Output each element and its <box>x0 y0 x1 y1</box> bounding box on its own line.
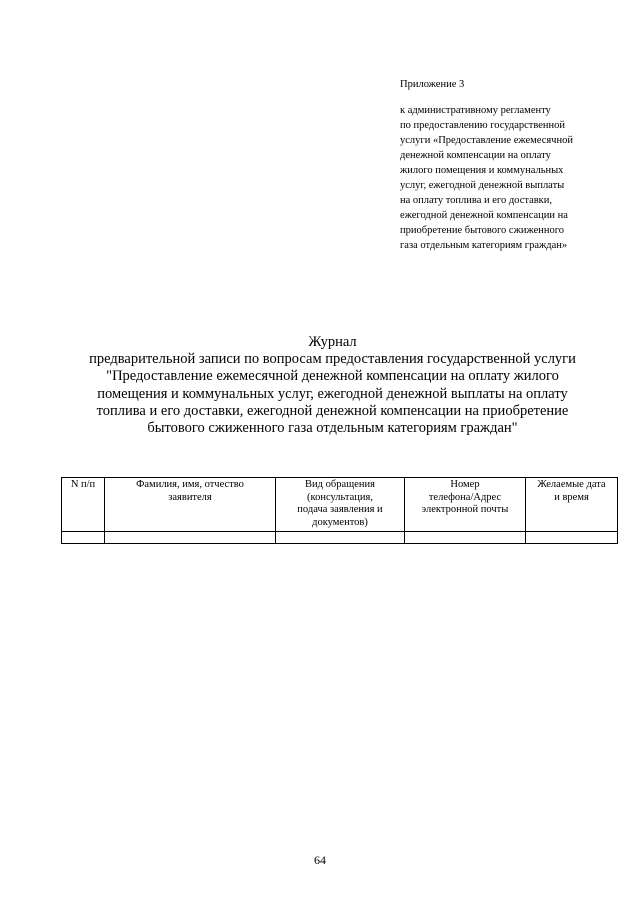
journal-heading <box>40 334 625 437</box>
table-row <box>62 532 618 544</box>
header-text: Желаемые дата <box>537 479 606 490</box>
appendix-title: Приложение 3 <box>400 79 465 90</box>
table-cell <box>62 532 105 544</box>
appendix-line: к административному регламенту <box>400 105 551 116</box>
header-cell-contact <box>405 478 526 532</box>
header-cell-full-name <box>105 478 276 532</box>
header-cell-desired-datetime <box>526 478 618 532</box>
journal-subtitle-line: помещения и коммунальных услуг, ежегодной денежной выплаты на оплату <box>97 385 568 402</box>
journal-subtitle-line: предварительной записи по вопросам предоставления государственной услуги <box>89 351 576 368</box>
header-text: Вид обращения <box>305 479 375 490</box>
journal-subtitle-line: бытового сжиженного газа отдельным категориям граждан" <box>147 420 518 437</box>
header-text: Фамилия, имя, отчество <box>136 479 244 490</box>
header-text: Номер <box>450 479 480 490</box>
appendix-line: услуги «Предоставление ежемесячной <box>400 135 573 146</box>
table-cell <box>276 532 405 544</box>
journal-title: Журнал <box>308 334 357 350</box>
header-text: документов) <box>312 516 368 528</box>
table-header-row <box>62 478 618 532</box>
header-text: электронной почты <box>421 504 509 515</box>
header-text: телефона/Адрес <box>428 491 502 503</box>
appendix-line: ежегодной денежной компенсации на <box>400 210 568 221</box>
appendix-line: услуг, ежегодной денежной выплаты <box>400 180 565 191</box>
appendix-line: приобретение бытового сжиженного <box>400 225 565 236</box>
table-cell <box>405 532 526 544</box>
header-text: N п/п <box>70 479 96 490</box>
header-cell-number <box>62 478 105 532</box>
appendix-line: жилого помещения и коммунальных <box>400 165 564 176</box>
journal-subtitle-line: "Предоставление ежемесячной денежной компенсации на оплату жилого <box>106 368 559 385</box>
header-text: (консультация, <box>307 491 373 503</box>
appendix-line: газа отдельным категориям граждан» <box>400 240 568 251</box>
table-cell <box>105 532 276 544</box>
appendix-line: по предоставлению государственной <box>400 120 566 131</box>
appendix-block <box>400 77 630 253</box>
header-text: заявителя <box>168 491 212 503</box>
journal-subtitle-line: топлива и его доставки, ежегодной денежной компенсации на приобретение <box>96 402 569 419</box>
header-text: и время <box>554 491 589 503</box>
page-number: 64 <box>314 853 326 867</box>
table-cell <box>526 532 618 544</box>
header-text: подача заявления и <box>297 504 383 515</box>
appendix-line: денежной компенсации на оплату <box>400 150 551 161</box>
appendix-line: на оплату топлива и его доставки, <box>400 195 553 206</box>
registration-table <box>61 477 618 544</box>
header-cell-request-type <box>276 478 405 532</box>
